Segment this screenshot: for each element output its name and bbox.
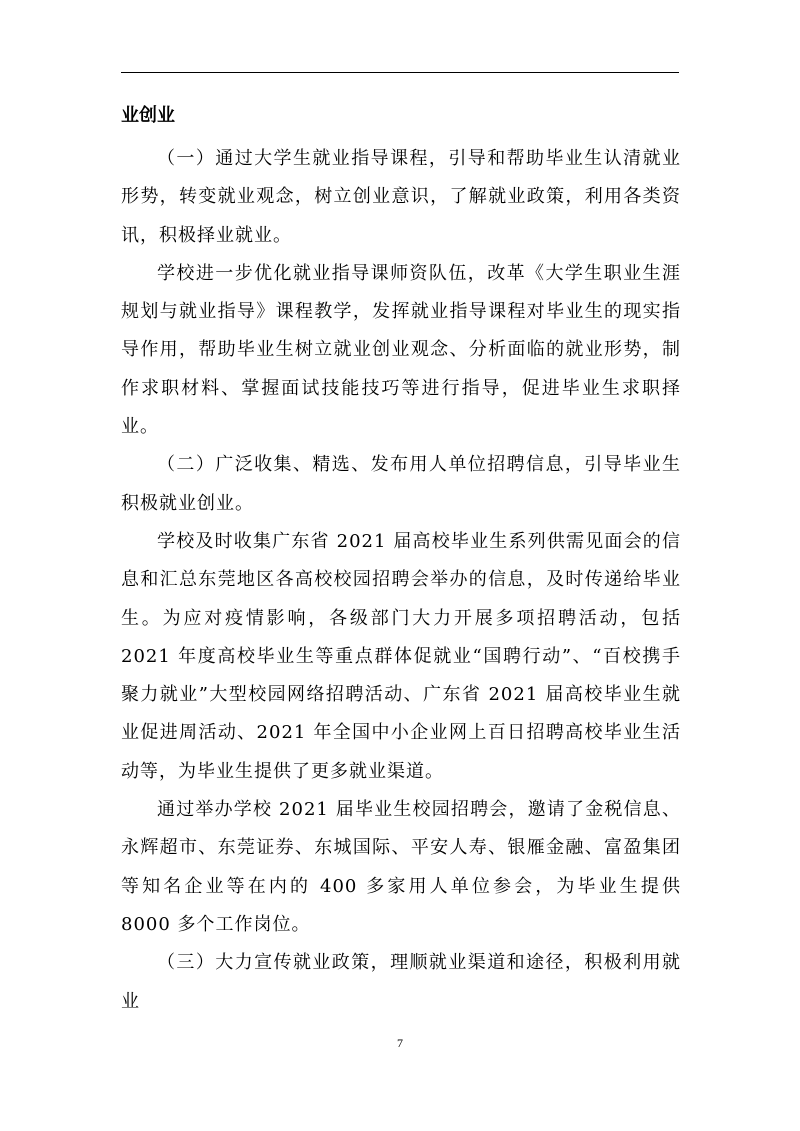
paragraph-5: 通过举办学校 2021 届毕业生校园招聘会，邀请了金税信息、永辉超市、东莞证券、东城国际、平安人寿、银雁金融、富盈集团等知名企业等在内的 400 多家用人单位参会，为毕业生提供 8000 多个工作岗位。 — [121, 799, 681, 935]
paragraph-4: 学校及时收集广东省 2021 届高校毕业生系列供需见面会的信息和汇总东莞地区各高校校园招聘会举办的信息，及时传递给毕业生。为应对疫情影响，各级部门大力开展多项招聘活动，包括 2021 年度高校毕业生等重点群体促就业“国聘行动”、“百校携手 聚力就业”大型校园网络招聘活动、广东省 2021 届高校毕业生就业促进周活动、2021 年全国中小企业网上百日招聘高校毕业生活动等，为毕业生提供了更多就业渠道。 — [121, 530, 681, 782]
page-body — [121, 92, 681, 1021]
paragraph-2: 学校进一步优化就业指导课师资队伍，改革《大学生职业生涯规划与就业指导》课程教学，发挥就业指导课程对毕业生的现实指导作用，帮助毕业生树立就业创业观念、分析面临的就业形势，制作求职材料、掌握面试技能技巧等进行指导，促进毕业生求职择业。 — [121, 262, 681, 438]
header-rule — [121, 72, 679, 73]
page-number: 7 — [397, 1036, 403, 1050]
paragraph-6: （三）大力宣传就业政策，理顺就业渠道和途径，积极利用就业 — [121, 952, 681, 1012]
paragraph-1: （一）通过大学生就业指导课程，引导和帮助毕业生认清就业形势，转变就业观念，树立创业意识，了解就业政策，利用各类资讯，积极择业就业。 — [121, 148, 681, 246]
section-heading: 业创业 — [121, 105, 175, 126]
paragraph-3: （二）广泛收集、精选、发布用人单位招聘信息，引导毕业生积极就业创业。 — [121, 454, 681, 514]
